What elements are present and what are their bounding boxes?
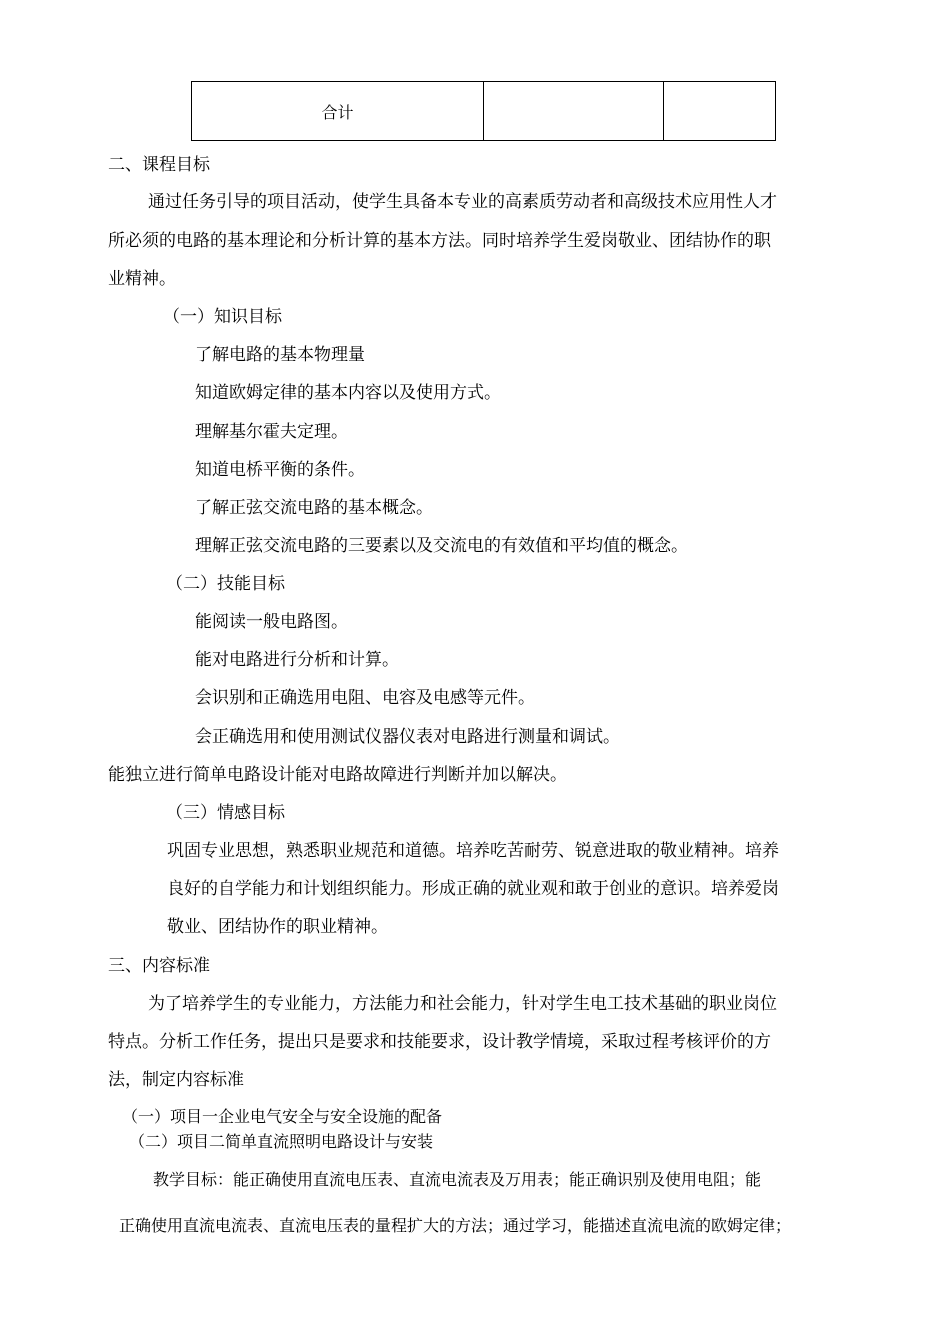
summary-table xyxy=(191,81,776,141)
emotion-line-3: 敬业、团结协作的职业精神。 xyxy=(167,917,388,937)
emotion-line-2: 良好的自学能力和计划组织能力。形成正确的就业观和敢于创业的意识。培养爱岗 xyxy=(167,879,779,899)
skills-item: 能阅读一般电路图。 xyxy=(195,612,348,632)
knowledge-item: 理解正弦交流电路的三要素以及交流电的有效值和平均值的概念。 xyxy=(195,536,688,556)
total-extra-cell xyxy=(664,82,776,141)
table-row xyxy=(192,82,776,141)
knowledge-item: 知道欧姆定律的基本内容以及使用方式。 xyxy=(195,383,501,403)
teaching-goal-line-2: 正确使用直流电流表、直流电压表的量程扩大的方法；通过学习，能描述直流电流的欧姆定律； xyxy=(119,1216,792,1235)
skills-item: 会正确选用和使用测试仪器仪表对电路进行测量和调试。 xyxy=(195,727,620,747)
knowledge-item: 了解正弦交流电路的基本概念。 xyxy=(195,498,433,518)
section3-intro-line-3: 法，制定内容标准 xyxy=(108,1070,244,1090)
section3-heading: 三、内容标准 xyxy=(108,956,210,976)
skills-item: 能对电路进行分析和计算。 xyxy=(195,650,399,670)
knowledge-item: 理解基尔霍夫定理。 xyxy=(195,422,348,442)
total-label-cell: 合计 xyxy=(192,82,484,141)
project1-heading: （一）项目一企业电气安全与安全设施的配备 xyxy=(122,1107,443,1126)
knowledge-item: 了解电路的基本物理量 xyxy=(195,345,365,365)
total-value-cell xyxy=(484,82,664,141)
section2-intro-line-3: 业精神。 xyxy=(108,269,176,289)
emotion-line-1: 巩固专业思想，熟悉职业规范和道德。培养吃苦耐劳、锐意进取的敬业精神。培养 xyxy=(167,841,779,861)
skills-extra: 能独立进行简单电路设计能对电路故障进行判断并加以解决。 xyxy=(108,765,567,785)
skills-item: 会识别和正确选用电阻、电容及电感等元件。 xyxy=(195,688,535,708)
knowledge-item: 知道电桥平衡的条件。 xyxy=(195,460,365,480)
knowledge-heading: （一）知识目标 xyxy=(163,307,282,327)
section2-heading: 二、课程目标 xyxy=(108,155,210,175)
skills-heading: （二）技能目标 xyxy=(166,574,285,594)
project2-heading: （二）项目二简单直流照明电路设计与安装 xyxy=(129,1132,434,1151)
section3-intro-line-1: 为了培养学生的专业能力，方法能力和社会能力，针对学生电工技术基础的职业岗位 xyxy=(148,994,777,1014)
section2-intro-line-1: 通过任务引导的项目活动，使学生具备本专业的高素质劳动者和高级技术应用性人才 xyxy=(148,192,777,212)
teaching-goal-line-1: 教学目标：能正确使用直流电压表、直流电流表及万用表；能正确识别及使用电阻；能 xyxy=(153,1170,762,1189)
section3-intro-line-2: 特点。分析工作任务，提出只是要求和技能要求，设计教学情境，采取过程考核评价的方 xyxy=(108,1032,771,1052)
section2-intro-line-2: 所必须的电路的基本理论和分析计算的基本方法。同时培养学生爱岗敬业、团结协作的职 xyxy=(108,231,771,251)
emotion-heading: （三）情感目标 xyxy=(166,803,285,823)
